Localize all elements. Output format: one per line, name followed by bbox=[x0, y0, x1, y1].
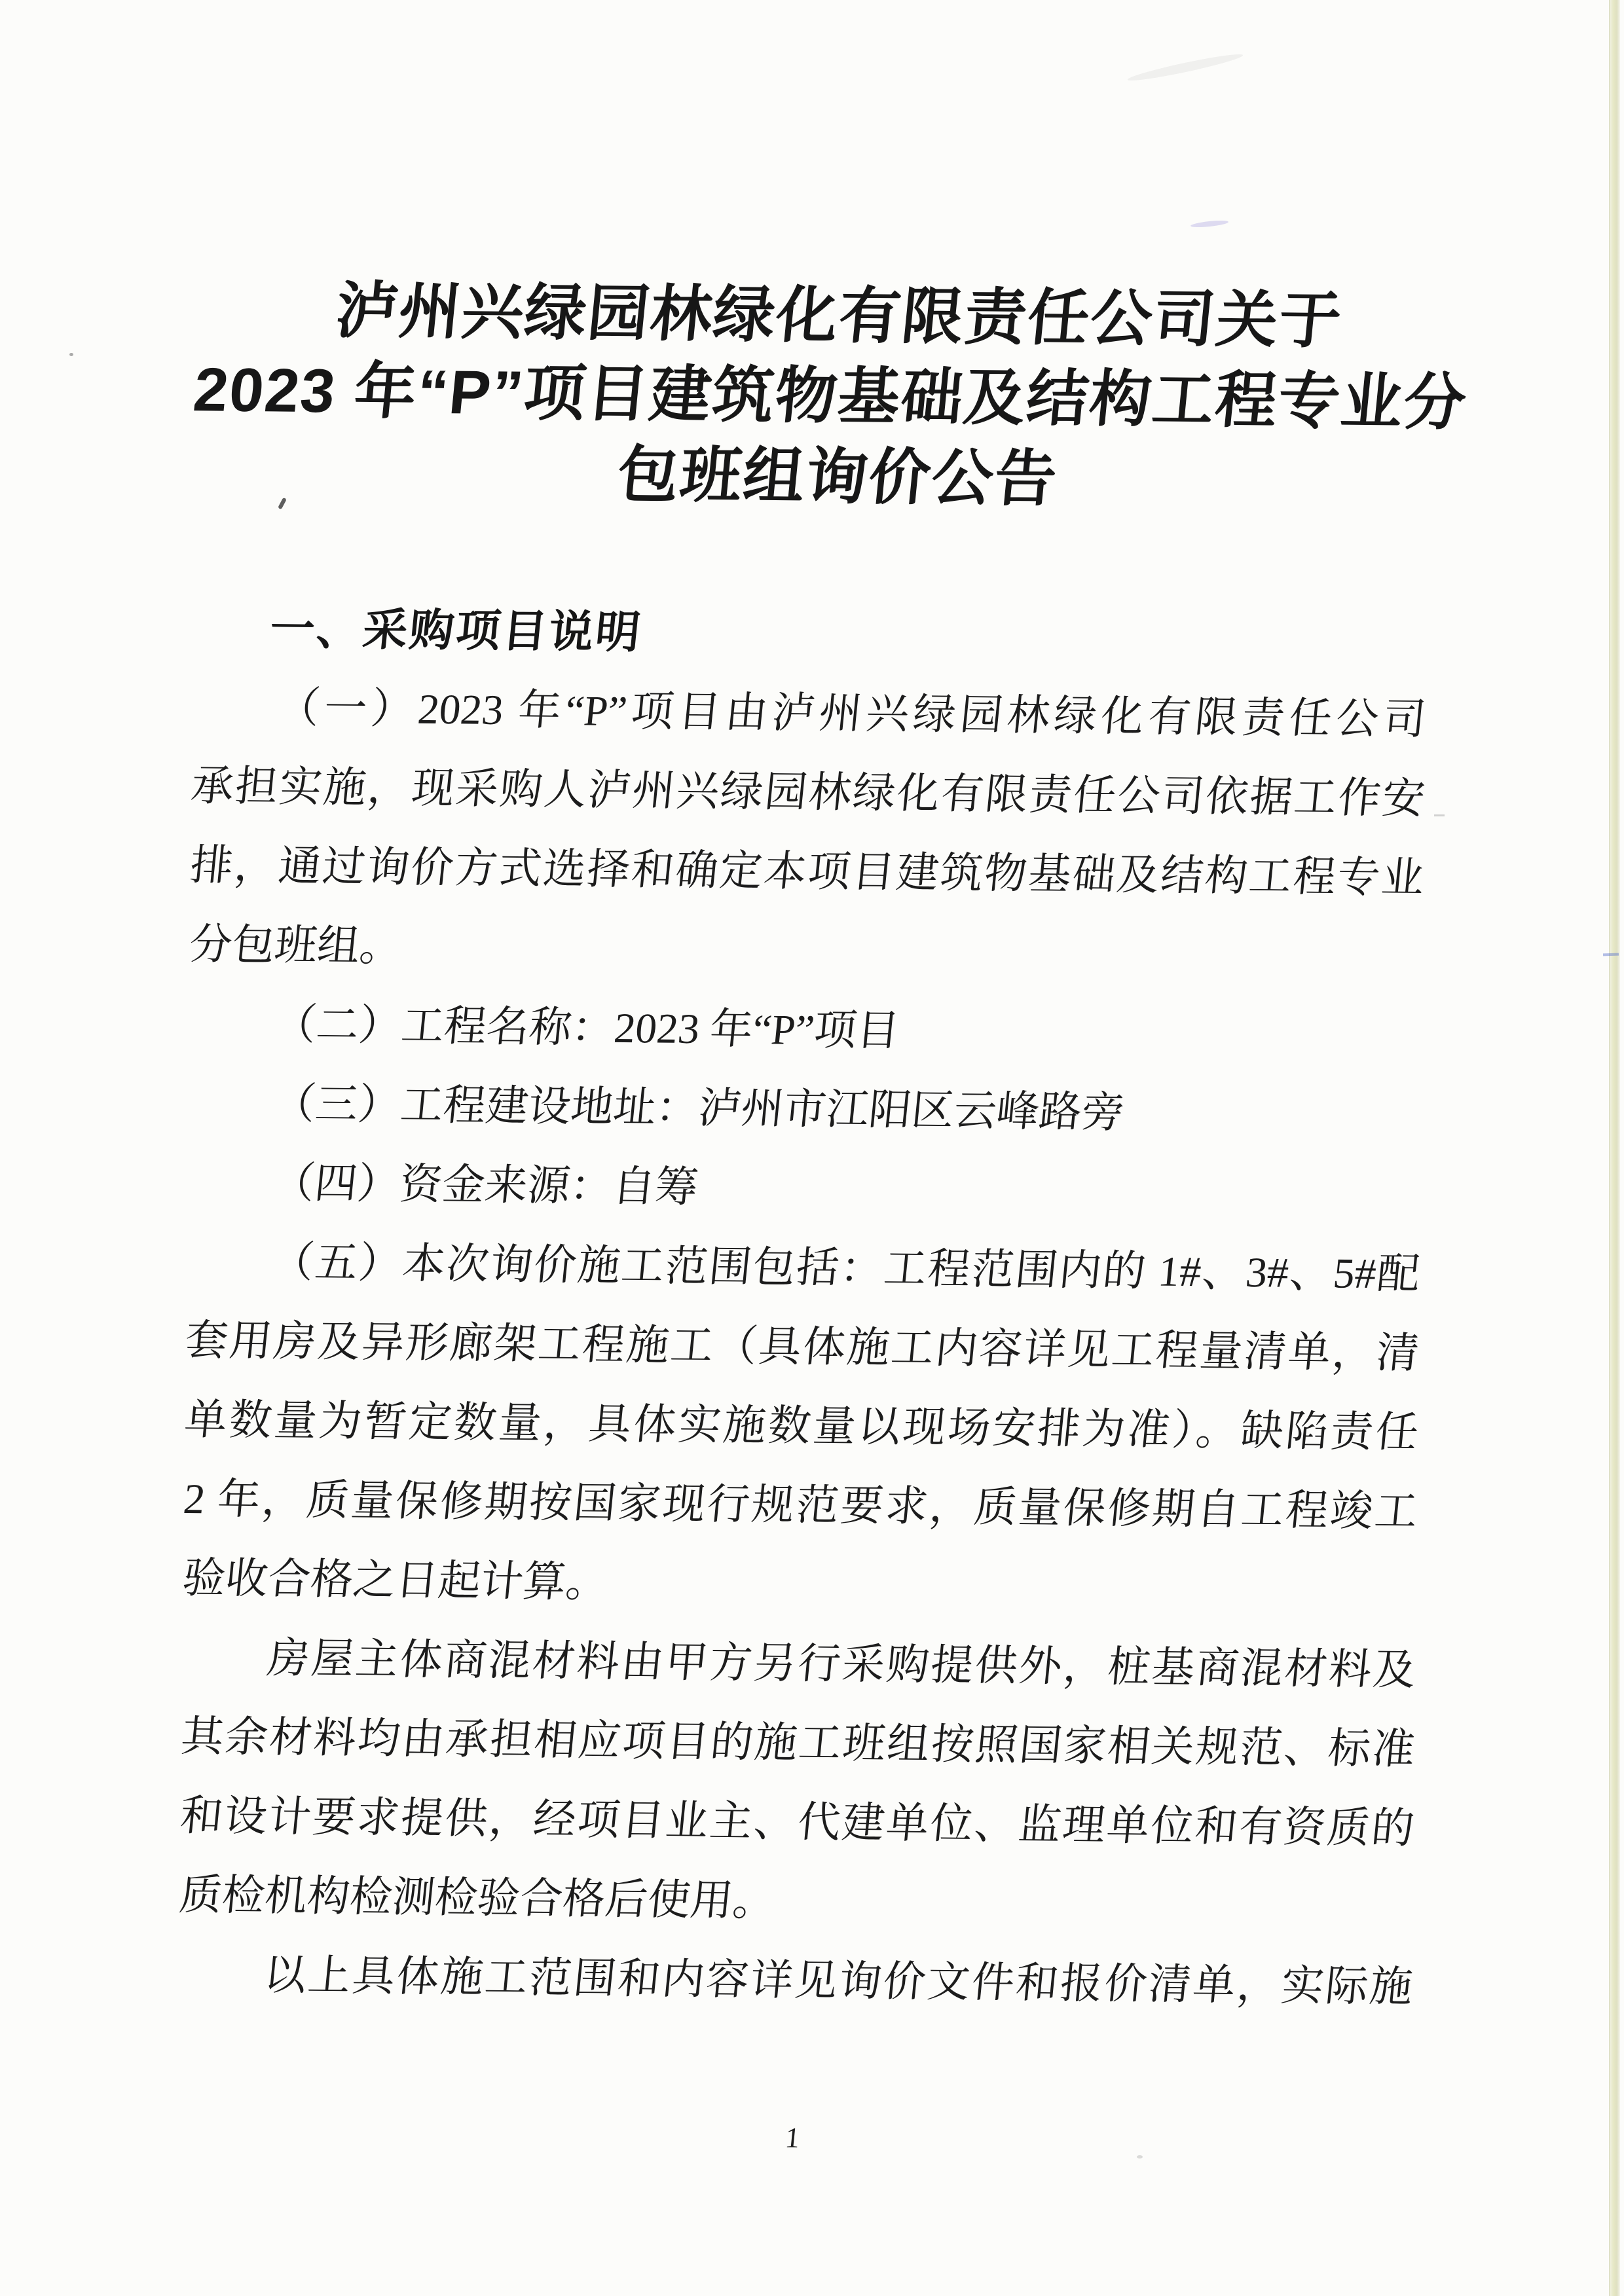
section-heading: 一、采购项目说明 bbox=[267, 604, 645, 658]
scan-speck bbox=[1434, 814, 1445, 816]
body-line: （一）2023 年“P”项目由泸州兴绿园林绿化有限责任公司 bbox=[274, 684, 1428, 744]
title-line-1: 泸州兴绿园林绿化有限责任公司关于 bbox=[333, 276, 1346, 355]
body-line: 分包班组。 bbox=[187, 921, 405, 971]
body-line: （二）工程名称：2023 年“P”项目 bbox=[271, 1001, 902, 1055]
title-line-3: 包班组询价公告 bbox=[614, 439, 1061, 513]
scan-artifact-blue-dash bbox=[1603, 953, 1619, 957]
body-line: 其余材料均由承担相应项目的施工班组按照国家相关规范、标准 bbox=[179, 1713, 1418, 1774]
body-line: 和设计要求提供，经项目业主、代建单位、监理单位和有资质的 bbox=[177, 1793, 1416, 1853]
body-line: 验收合格之日起计算。 bbox=[180, 1555, 611, 1607]
body-line: （四）资金来源：自筹 bbox=[270, 1159, 701, 1212]
body-line: 房屋主体商混材料由甲方另行采购提供外，桩基商混材料及 bbox=[265, 1635, 1418, 1694]
body-line: 以上具体施工范围和内容详见询价文件和报价清单，实际施 bbox=[261, 1952, 1415, 2011]
body-line: （三）工程建设地址：泸州市江阳区云峰路旁 bbox=[270, 1080, 1127, 1137]
scan-speck bbox=[1137, 2155, 1143, 2159]
scan-edge-strip bbox=[1609, 0, 1620, 2296]
body-line: 承担实施，现采购人泸州兴绿园林绿化有限责任公司依据工作安 bbox=[189, 763, 1428, 823]
body-line: 2 年，质量保修期按国家现行规范要求，质量保修期自工程竣工 bbox=[181, 1476, 1420, 1536]
body-line: 套用房及异形廊架工程施工（具体施工内容详见工程量清单，清 bbox=[183, 1317, 1422, 1377]
body-line: 排，通过询价方式选择和确定本项目建筑物基础及结构工程专业 bbox=[188, 842, 1427, 902]
body-line: 单数量为暂定数量，具体实施数量以现场安排为准）。缺陷责任 bbox=[182, 1396, 1421, 1457]
body-line: 质检机构检测检验合格后使用。 bbox=[177, 1872, 778, 1925]
page-number: 1 bbox=[783, 2121, 802, 2154]
title-line-2: 2023 年“P”项目建筑物基础及结构工程专业分 bbox=[191, 355, 1471, 437]
document-body bbox=[178, 589, 1427, 2028]
scan-speck bbox=[69, 353, 73, 356]
document-title bbox=[191, 268, 1471, 523]
body-line: （五）本次询价施工范围包括：工程范围内的 1#、3#、5#配 bbox=[268, 1239, 1422, 1298]
